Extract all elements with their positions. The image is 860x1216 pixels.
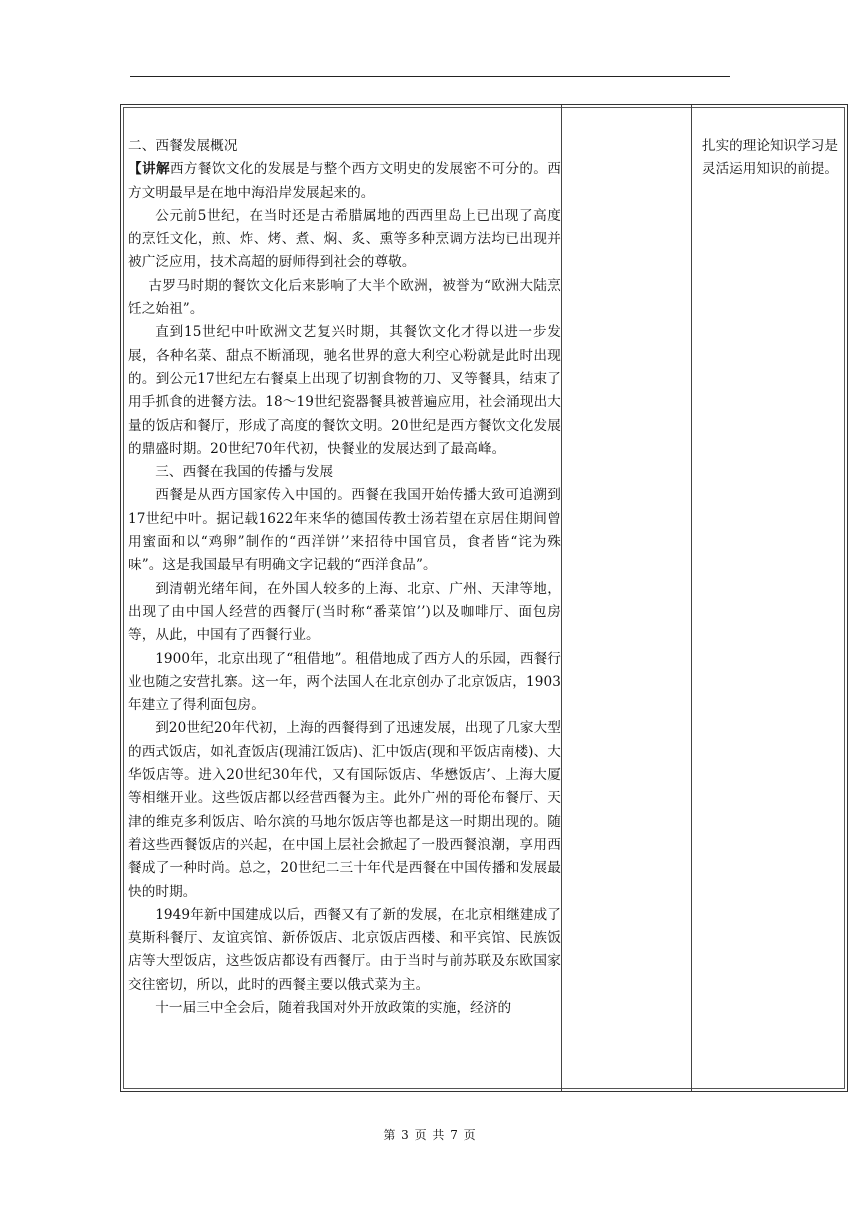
paragraph-renaissance: 直到15世纪中叶欧洲文艺复兴时期，其餐饮文化才得以进一步发展，各种名菜、甜点不断涌现，驰名世界的意大利空心粉就是此时出现的。到公元17世纪左右餐桌上出现了切割食物的刀、叉等餐具，结束了用手抓食的进餐方法。18～19世纪瓷器餐具被普遍应用，社会涌现出大量的饭店和餐厅，形成了高度的餐饮文明。20世纪是西方餐饮文化发展的鼎盛时期。20世纪70年代初，快餐业的发展达到了最高峰。 bbox=[128, 324, 561, 457]
paragraph-origin-china: 西餐是从西方国家传入中国的。西餐在我国开始传播大致可追溯到17世纪中叶。据记载1622年来华的德国传教士汤若望在京居住期间曾用蜜面和以“鸡卵”制作的“西洋饼’’来招待中国官员，食者皆“诧为殊味”。这是我国最早有明确文字记载的“西洋食品”。 bbox=[128, 487, 561, 574]
paragraph-intro bbox=[128, 158, 561, 205]
paragraph-1920s: 到20世纪20年代初，上海的西餐得到了迅速发展，出现了几家大型的西式饭店，如礼査饭店(现浦江饭店)、汇中饭店(现和平饭店南楼)、大华饭店等。进入20世纪30年代，又有国际饭店、华懋饭店’、上海大厦等相继开业。这些饭店都以经营西餐为主。此外广州的哥伦布餐厅、天津的维克多利饭店、哈尔滨的马地尔饭店等也都是这一时期出现的。随着这些西餐饭店的兴起，在中国上层社会掀起了一股西餐浪潮，享用西餐成了一种时尚。总之，20世纪二三十年代是西餐在中国传播和发展最快的时期。 bbox=[128, 720, 561, 900]
paragraph-1949: 1949年新中国建成以后，西餐又有了新的发展，在北京相继建成了莫斯科餐厅、友谊宾馆、新侨饭店、北京饭店西楼、和平宾馆、民族饭店等大型饭店，这些饭店都设有西餐厅。由于当时与前苏联及东欧国家交往密切，所以，此时的西餐主要以俄式菜为主。 bbox=[128, 906, 561, 993]
paragraph-1900: 1900年，北京出现了“租借地”。租借地成了西方人的乐园，西餐行业也随之安营扎寨。这一年，两个法国人在北京创办了北京饭店，1903年建立了得利面包房。 bbox=[128, 650, 561, 714]
section-title-development: 二、西餐发展概况 bbox=[128, 138, 238, 154]
column-divider-2 bbox=[691, 105, 692, 1091]
column-divider-1 bbox=[561, 105, 562, 1091]
lecture-tag: 【讲解 bbox=[128, 161, 170, 178]
page-footer: 第 3 页 共 7 页 bbox=[383, 1128, 477, 1142]
header-rule bbox=[130, 76, 730, 77]
note-text: 扎实的理论知识学习是灵活运用知识的前提。 bbox=[702, 138, 838, 178]
paragraph-reform: 十一届三中全会后，随着我国对外开放政策的实施，经济的 bbox=[155, 999, 512, 1016]
section-title-china: 三、西餐在我国的传播与发展 bbox=[155, 464, 334, 481]
lecture-content bbox=[121, 135, 561, 1020]
teaching-note bbox=[699, 135, 844, 182]
paragraph-qing-dynasty: 到清朝光绪年间，在外国人较多的上海、北京、广州、天津等地，出现了由中国人经营的西餐厅(当时称“番菜馆’’)以及咖啡厅、面包房等，从此，中国有了西餐行业。 bbox=[128, 580, 561, 644]
lesson-table bbox=[120, 104, 848, 1092]
paragraph-ancient-greece: 公元前5世纪，在当时还是古希腊属地的西西里岛上已出现了高度的烹饪文化，煎、炸、烤、煮、焖、炙、熏等多种烹调方法均已出现并被广泛应用，技术高超的厨师得到社会的尊敬。 bbox=[128, 207, 561, 271]
paragraph-ancient-rome: 古罗马时期的餐饮文化后来影响了大半个欧洲，被誉为“欧洲大陆烹饪之始祖”。 bbox=[128, 277, 561, 318]
paragraph-intro-text: 西方餐饮文化的发展是与整个西方文明史的发展密不可分的。西方文明最早是在地中海沿岸发展起来的。 bbox=[128, 161, 561, 201]
